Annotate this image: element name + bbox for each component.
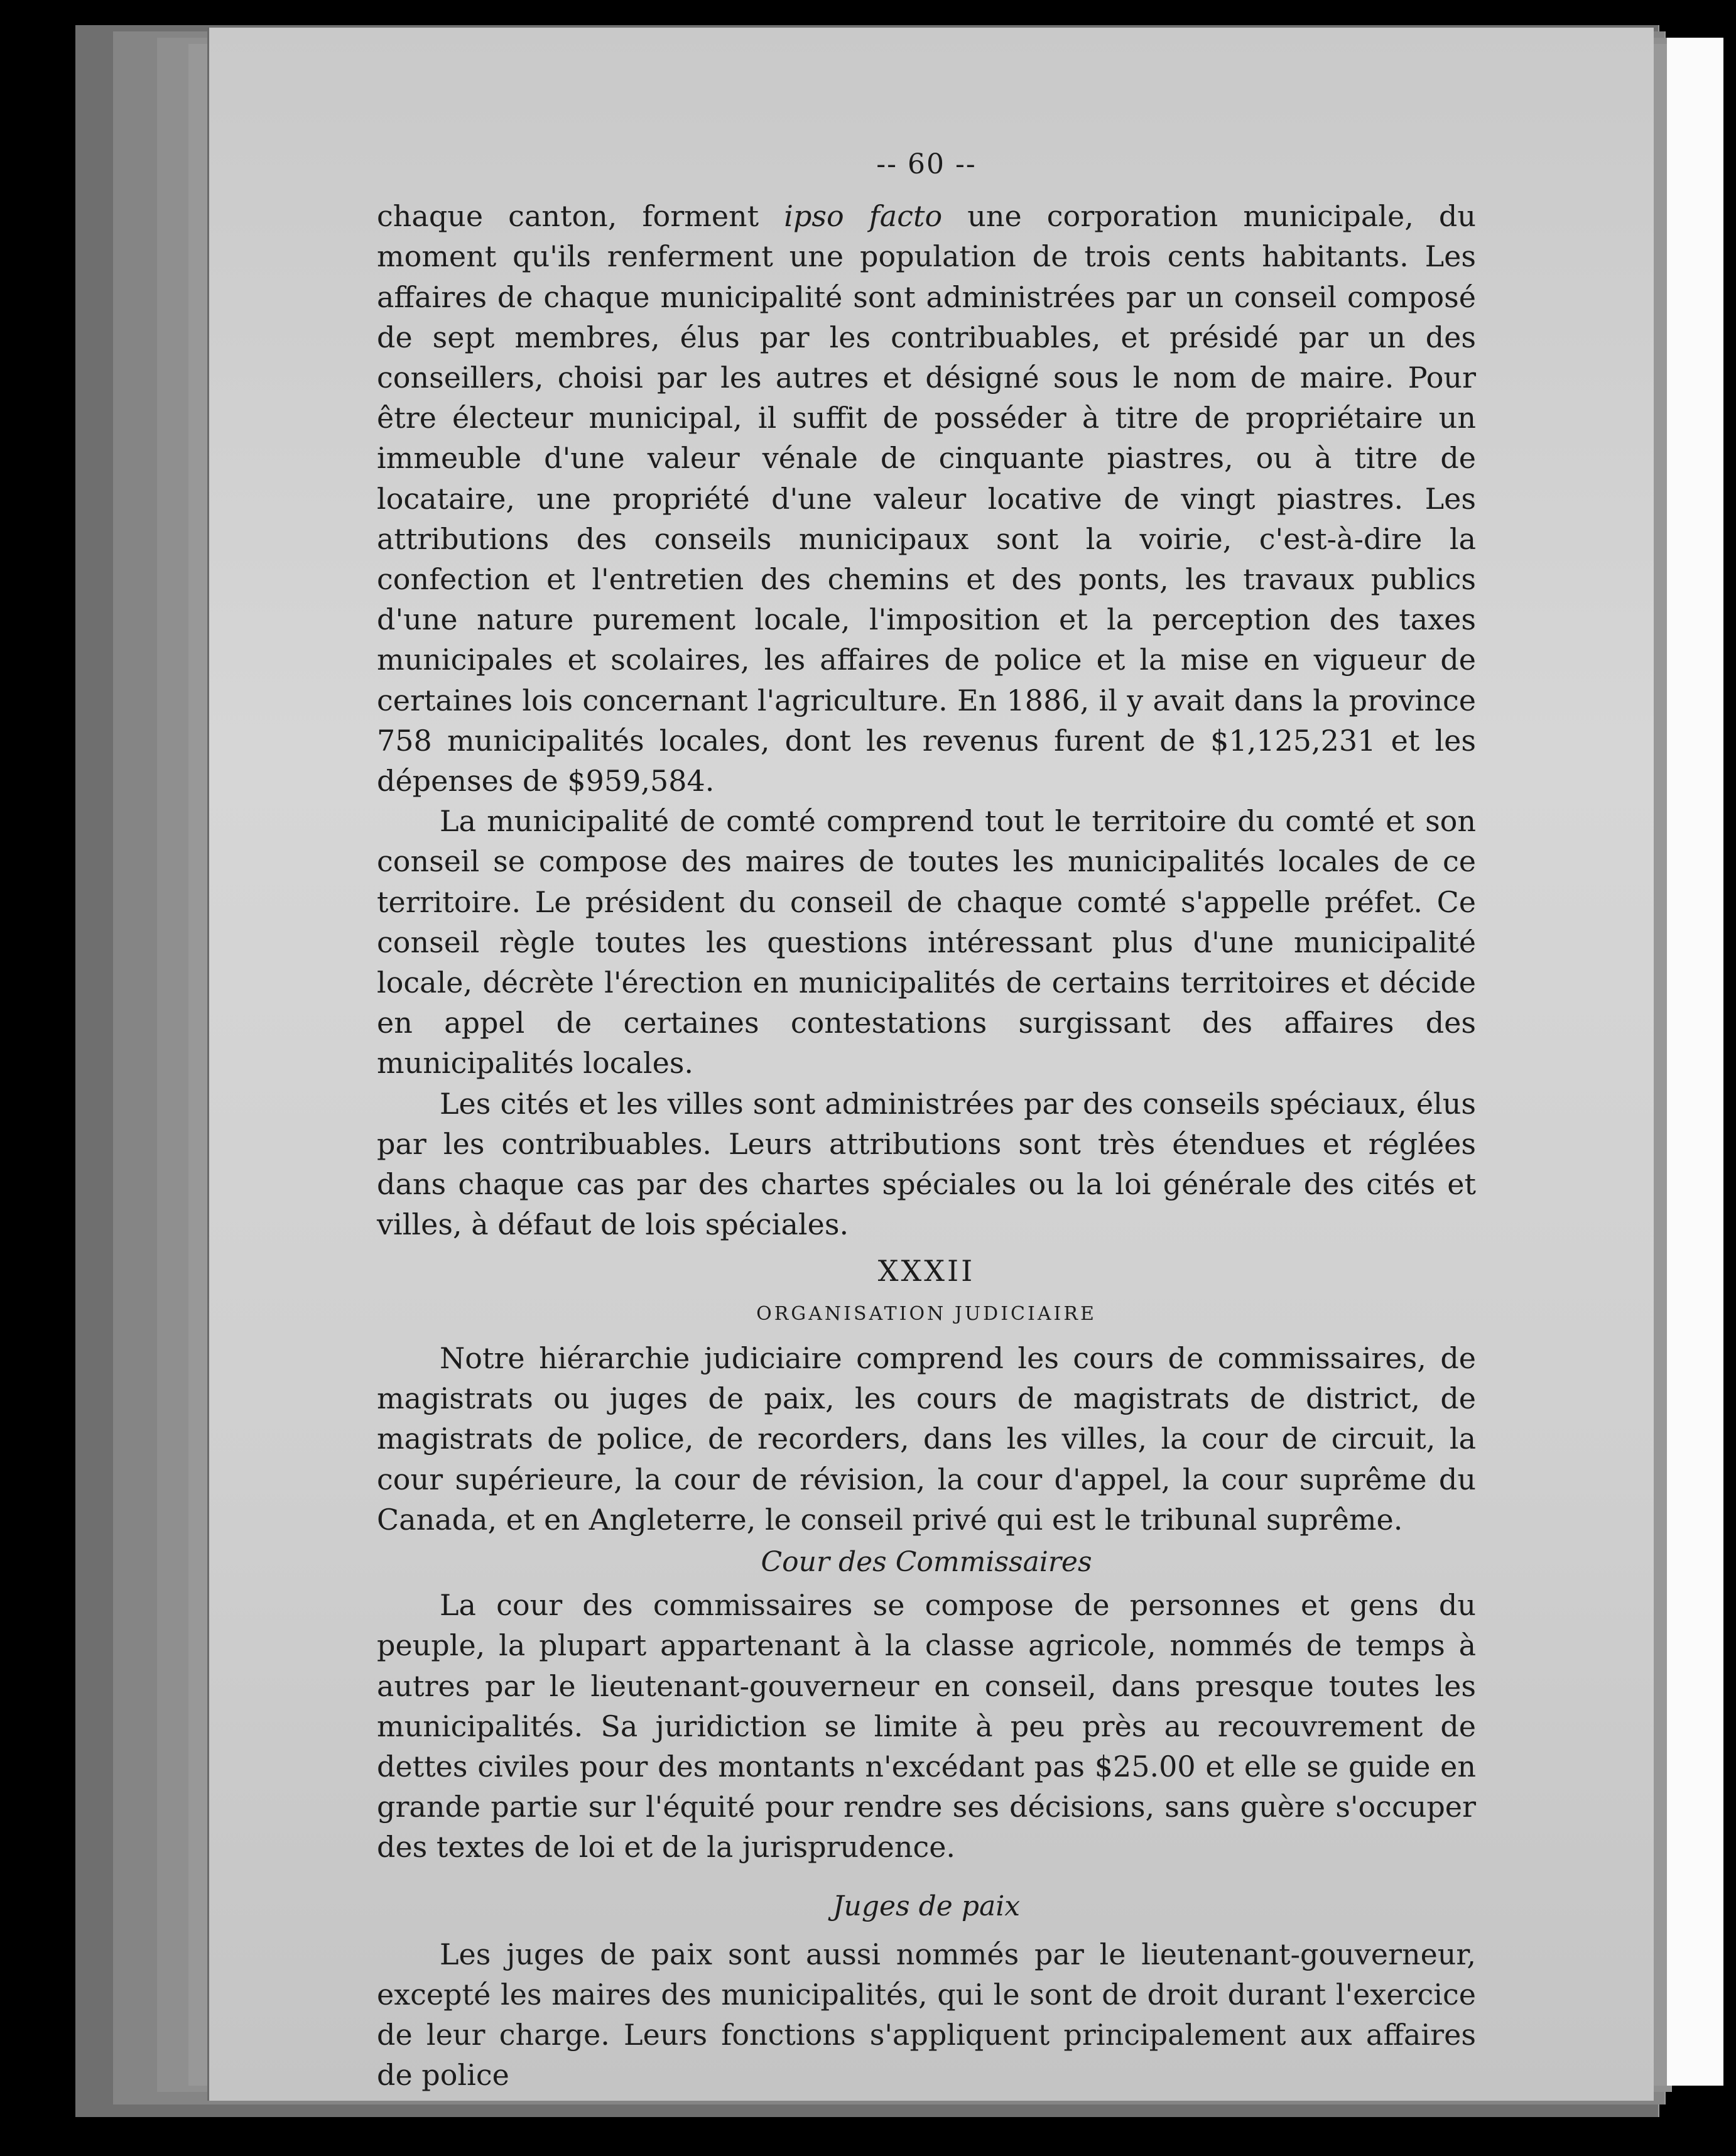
section-number: XXXII [877, 1254, 975, 1288]
section-title: ORGANISATION JUDICIAIRE [756, 1302, 1097, 1325]
paragraph-cities-towns: Les cités et les villes sont administrées par des conseils spéciaux, élus par les contribuables. Leurs attributions sont très étendues et réglées dans chaque cas par des chartes spéciales ou la loi générale des cités et villes, à défaut de lois spéciales. [377, 1086, 1476, 1242]
paragraph-body: une corporation municipale, du moment qu'ils renferment une population de trois cents habitants. Les affaires de chaque municipalité sont administrées par un conseil composé de sept membres, élus par les contribuables, et présidé par un des conseillers, choisi par les autres et désigné sous le nom de maire. Pour être électeur municipal, il suffit de posséder à titre de propriétaire un immeuble d'une valeur vénale de cinquante piastres, ou à titre de locataire, une propriété d'une valeur locative de vingt piastres. Les attributions des conseils municipaux sont la voirie, c'est-à-dire la confection et l'entretien des chemins et des ponts, les travaux publics d'une nature purement locale, l'imposition et la perception des taxes municipales et scolaires, les affaires de police et la mise en vigueur de certaines lois concernant l'agriculture. En 1886, il y avait dans la province 758 municipalités locales, dont les revenus furent de $1,125,231 et les dépenses de $959,584. [377, 199, 1476, 798]
paragraph-judicial-hierarchy: Notre hiérarchie judiciaire comprend les cours de commissaires, de magistrats ou juges de paix, les cours de magistrats de district, de magistrats de police, de recorders, dans les villes, la cour de circuit, la cour supérieure, la cour de révision, la cour d'appel, la cour suprême du Canada, et en Angleterre, le conseil privé qui est le tribunal suprême. [377, 1341, 1476, 1537]
facing-page-strip [1667, 38, 1723, 2086]
page-text-block [377, 144, 1476, 2096]
paragraph-commissioners-court: La cour des commissaires se compose de personnes et gens du peuple, la plupart appartenant à la classe agricole, nommés de temps à autres par le lieutenant-gouverneur en conseil, dans presque toutes les municipalités. Sa juridiction se limite à peu près au recouvrement de dettes civiles pour des montants n'excédant pas $25.00 et elle se guide en grande partie sur l'équité pour rendre ses décisions, sans guère s'occuper des textes de loi et de la jurisprudence. [377, 1588, 1476, 1865]
paragraph-justices-of-peace: Les juges de paix sont aussi nommés par le lieutenant-gouverneur, excepté les maires des municipalités, qui le sont de droit durant l'exercice de leur charge. Leurs fonctions s'appliquent principalement aux affaires de police [377, 1937, 1476, 2093]
subheading-justices-of-peace: Juges de paix [832, 1890, 1021, 1922]
page-number: -- 60 -- [876, 148, 977, 180]
paragraph-municipal-corporations [377, 196, 1476, 801]
latin-term: ipso facto [784, 199, 943, 234]
subheading-commissioners-court: Cour des Commissaires [761, 1545, 1092, 1578]
paragraph-county-municipality: La municipalité de comté comprend tout le territoire du comté et son conseil se compose des maires de toutes les municipalités locales de ce territoire. Le président du conseil de chaque comté s'appelle préfet. Ce conseil règle toutes les questions intéressant plus d'une municipalité locale, décrète l'érection en municipalités de certains territoires et décide en appel de certaines contestations surgissant des affaires des municipalités locales. [377, 804, 1476, 1081]
paragraph-lead: chaque canton, forment [377, 199, 784, 234]
